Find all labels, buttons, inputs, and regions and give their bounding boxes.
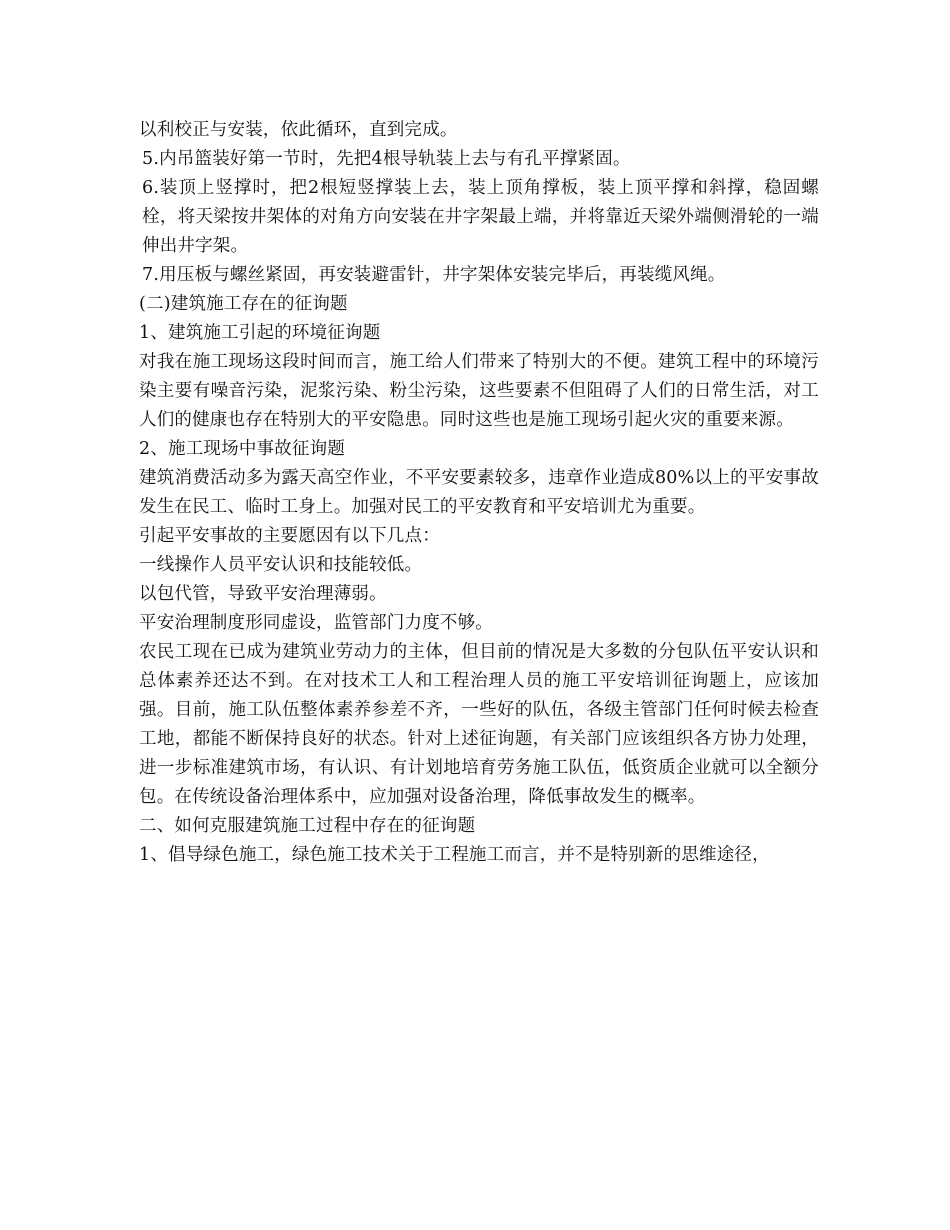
paragraph-step-6: 6.装顶上竖撑时，把2根短竖撑装上去，装上顶角撑板，装上顶平撑和斜撑，稳固螺栓，将天梁按井架体的对角方向安装在井字架最上端，并将靠近天梁外端侧滑轮的一端伸出井字架。 bbox=[142, 178, 819, 256]
paragraph-causes-intro: 引起平安事故的主要愿因有以下几点： bbox=[139, 526, 440, 546]
paragraph-green-construction: 1、倡导绿色施工，绿色施工技术关于工程施工而言，并不是特别新的思维途径， bbox=[139, 845, 770, 865]
subheading-accidents: 2、施工现场中事故征询题 bbox=[139, 439, 346, 459]
list-item-cause-1: 一线操作人员平安认识和技能较低。 bbox=[139, 555, 423, 575]
paragraph-intro-continuation: 以利校正与安装，依此循环，直到完成。 bbox=[139, 120, 458, 140]
section-heading-problems: (二)建筑施工存在的征询题 bbox=[139, 294, 348, 314]
subheading-environment: 1、建筑施工引起的环境征询题 bbox=[139, 323, 381, 343]
paragraph-accidents: 建筑消费活动多为露天高空作业，不平安要素较多，违章作业造成80%以上的平安事故发生在民工、临时工身上。加强对民工的平安教育和平安培训尤为重要。 bbox=[139, 468, 819, 517]
paragraph-migrant-workers: 农民工现在已成为建筑业劳动力的主体，但目前的情况是大多数的分包队伍平安认识和总体素养还达不到。在对技术工人和工程治理人员的施工平安培训征询题上，应该加强。目前，施工队伍整体素养参差不齐，一些好的队伍，各级主管部门任何时候去检查工地，都能不断保持良好的状态。针对上述征询题，有关部门应该组织各方协力处理，进一步标准建筑市场，有认识、有计划地培育劳务施工队伍，低资质企业就可以全额分包。在传统设备治理体系中，应加强对设备治理，降低事故发生的概率。 bbox=[139, 642, 819, 807]
section-heading-solutions: 二、如何克服建筑施工过程中存在的征询题 bbox=[139, 816, 476, 836]
paragraph-environment: 对我在施工现场这段时间而言，施工给人们带来了特别大的不便。建筑工程中的环境污染主要有噪音污染，泥浆污染、粉尘污染，这些要素不但阻碍了人们的日常生活，对工人们的健康也存在特别大的平安隐患。同时这些也是施工现场引起火灾的重要来源。 bbox=[139, 352, 819, 430]
document-body bbox=[139, 116, 819, 870]
paragraph-step-7: 7.用压板与螺丝紧固，再安装避雷针，井字架体安装完毕后，再装缆风绳。 bbox=[142, 265, 726, 285]
paragraph-step-5: 5.内吊篮装好第一节时，先把4根导轨装上去与有孔平撑紧固。 bbox=[142, 149, 631, 169]
list-item-cause-2: 以包代管，导致平安治理薄弱。 bbox=[139, 584, 387, 604]
list-item-cause-3: 平安治理制度形同虚设，监管部门力度不够。 bbox=[139, 613, 493, 633]
